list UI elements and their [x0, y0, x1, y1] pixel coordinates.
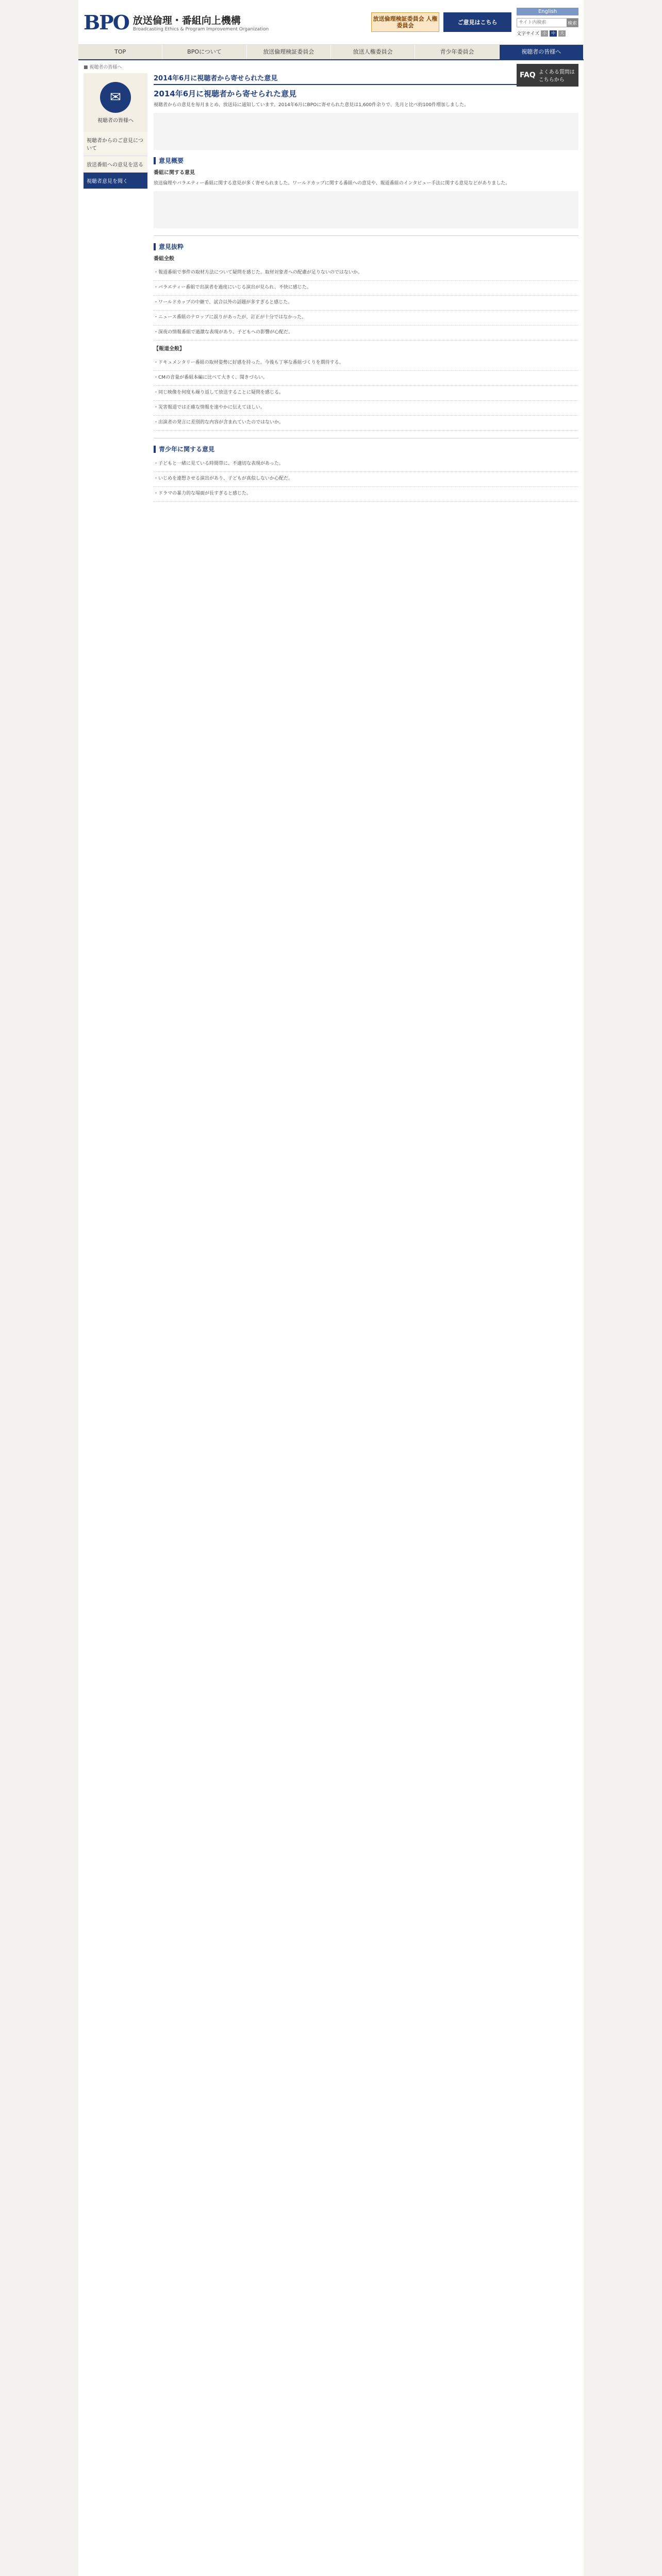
- font-large-button[interactable]: 大: [558, 30, 566, 37]
- committee-banner[interactable]: 放送倫理検証委員会 人権委員会: [371, 12, 439, 32]
- sidebar-title: 視聴者の皆様へ: [97, 117, 134, 124]
- list-item: ・ 報道番組で事件の取材方法について疑問を感じた。取材対象者への配慮が足りないのではないか。: [154, 266, 578, 281]
- list-item: ・ CMの音量が番組本編に比べて大きく、聞きづらい。: [154, 371, 578, 386]
- program-subheading: 番組全般: [154, 256, 174, 262]
- youth-heading: 青少年に関する意見: [154, 446, 578, 453]
- list-item: ・ バラエティー番組で出演者を過度にいじる演出が見られ、不快に感じた。: [154, 281, 578, 296]
- report-subheading: 【報道全般】: [154, 346, 185, 352]
- font-medium-button[interactable]: 中: [550, 30, 557, 37]
- article-title: 2014年6月に視聴者から寄せられた意見: [154, 89, 297, 98]
- summary-lead: 番組に関する意見: [154, 170, 195, 176]
- sidebar-item-send-opinion[interactable]: 放送番組への意見を送る: [84, 156, 147, 173]
- font-small-button[interactable]: 小: [541, 30, 548, 37]
- search-input[interactable]: [517, 19, 567, 27]
- search-button[interactable]: 検索: [567, 19, 578, 27]
- divider: [154, 235, 578, 236]
- sidebar: [84, 73, 147, 502]
- sidebar-item-viewer-opinions[interactable]: 視聴者意見を聞く: [84, 173, 147, 189]
- list-item: ・ 出演者の発言に差別的な内容が含まれていたのではないか。: [154, 416, 578, 431]
- opinions-heading: 意見抜粋: [154, 243, 578, 250]
- list-item: ・ 同じ映像を何度も繰り返して放送することに疑問を感じる。: [154, 386, 578, 401]
- global-nav: [78, 45, 584, 60]
- opinion-banner[interactable]: ご意見はこちら: [443, 12, 511, 32]
- faq-text: よくある質問はこちらから: [538, 70, 575, 83]
- nav-rights[interactable]: 放送人権委員会: [331, 45, 415, 59]
- logo[interactable]: [84, 11, 269, 34]
- list-item: ・ 深夜の情報番組で過激な表現があり、子どもへの影響が心配だ。: [154, 326, 578, 341]
- org-title: 放送倫理・番組向上機構: [133, 14, 241, 26]
- list-item: ・ ドキュメンタリー番組の取材姿勢に好感を持った。今後も丁寧な番組づくりを期待する。: [154, 356, 578, 371]
- nav-about[interactable]: BPOについて: [162, 45, 246, 59]
- org-subtitle: Broadcasting Ethics & Program Improvement Organization: [133, 26, 269, 32]
- list-item: ・ 子どもと一緒に見ている時間帯に、不適切な表現があった。: [154, 457, 578, 472]
- page-title: 2014年6月に視聴者から寄せられた意見: [154, 75, 578, 85]
- nav-viewers[interactable]: 視聴者の皆様へ: [500, 45, 584, 59]
- intro-text: 視聴者からの意見を毎月まとめ、放送局に通知しています。2014年6月にBPOに寄せられた意見は1,600件余りで、先月と比べ約100件増加しました。: [154, 103, 469, 108]
- list-item: ・ ドラマの暴力的な場面が長すぎると感じた。: [154, 487, 578, 502]
- faq-label: FAQ: [520, 71, 536, 79]
- summary-text: 放送倫理やバラエティー番組に関する意見が多く寄せられました。ワールドカップに関する番組への意見や、報道番組のインタビュー手法に関する意見などがありました。: [154, 181, 510, 186]
- list-item: ・ ニュース番組のテロップに誤りがあったが、訂正が十分ではなかった。: [154, 311, 578, 326]
- english-button[interactable]: English: [517, 8, 578, 15]
- faq-banner[interactable]: [517, 64, 578, 87]
- list-item: ・ ワールドカップの中継で、試合以外の話題が多すぎると感じた。: [154, 296, 578, 311]
- report-opinion-list: [154, 356, 578, 431]
- list-item: ・ いじめを連想させる演出があり、子どもが真似しないか心配だ。: [154, 472, 578, 487]
- font-size-label: 文字サイズ: [517, 31, 540, 37]
- site-search: [517, 18, 578, 27]
- youth-opinion-list: [154, 457, 578, 502]
- breadcrumb[interactable]: ■ 視聴者の皆様へ: [84, 65, 122, 70]
- nav-youth[interactable]: 青少年委員会: [415, 45, 499, 59]
- font-size-control: [517, 30, 578, 37]
- intro-block: [154, 113, 578, 150]
- main-content: [154, 73, 578, 502]
- opinion-list: [154, 266, 578, 341]
- list-item: ・ 災害報道では正確な情報を速やかに伝えてほしい。: [154, 401, 578, 416]
- mail-icon: ✉: [100, 82, 131, 113]
- summary-heading: 意見概要: [154, 157, 578, 164]
- sidebar-item-about-opinions[interactable]: 視聴者からのご意見について: [84, 132, 147, 156]
- logo-mark: BPO: [84, 10, 129, 34]
- nav-top[interactable]: TOP: [78, 45, 162, 59]
- nav-ethics[interactable]: 放送倫理検証委員会: [247, 45, 331, 59]
- sidebar-header: [84, 73, 147, 132]
- summary-block: [154, 191, 578, 228]
- page: [78, 0, 584, 2576]
- site-header: [78, 0, 584, 45]
